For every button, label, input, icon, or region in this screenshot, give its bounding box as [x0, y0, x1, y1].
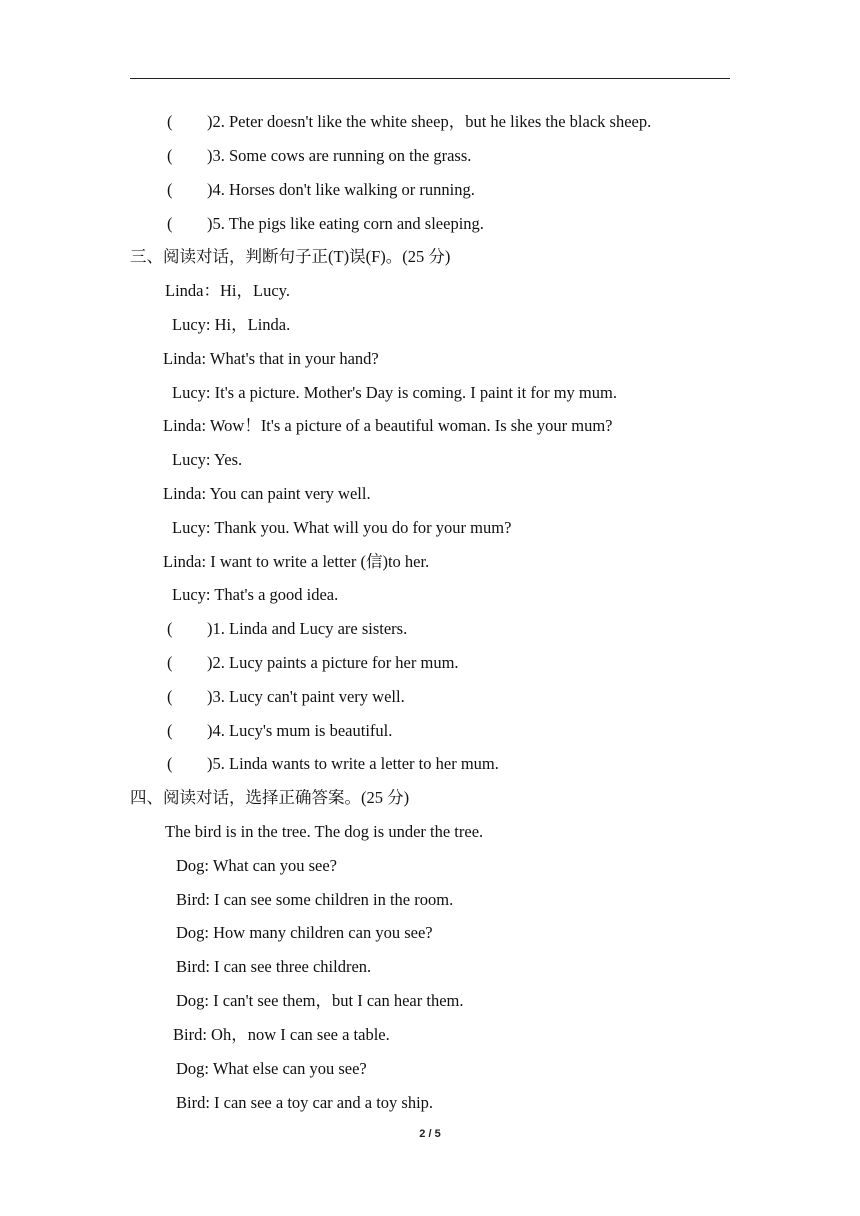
s3-item-2 [167, 653, 459, 673]
answer-paren[interactable]: ( [167, 146, 173, 165]
answer-paren[interactable]: ( [167, 619, 173, 638]
dialogue-line: Lucy: Thank you. What will you do for your mum? [172, 518, 512, 537]
answer-paren[interactable]: ( [167, 180, 173, 199]
item-text: )3. Lucy can't paint very well. [207, 687, 405, 706]
answer-paren[interactable]: ( [167, 754, 173, 773]
item-text: )4. Horses don't like walking or running. [207, 180, 475, 199]
dialogue-line: Linda: I want to write a letter (信)to her. [163, 552, 430, 571]
item-text: )3. Some cows are running on the grass. [207, 146, 472, 165]
item-text: )4. Lucy's mum is beautiful. [207, 721, 393, 740]
dialogue-line: Linda: You can paint very well. [163, 484, 371, 503]
dialogue-line: Dog: I can't see them，but I can hear them. [176, 991, 464, 1010]
item-text: )1. Linda and Lucy are sisters. [207, 619, 408, 638]
item-text: )5. The pigs like eating corn and sleeping. [207, 214, 484, 233]
item-text: )5. Linda wants to write a letter to her mum. [207, 754, 499, 773]
s3-item-4 [167, 721, 392, 741]
dialogue-line: Lucy: Hi，Linda. [172, 315, 291, 334]
s3-item-3 [167, 687, 405, 707]
header-rule [130, 78, 730, 79]
dialogue-line: Dog: What can you see? [176, 856, 337, 875]
dialogue-line: Linda：Hi，Lucy. [165, 281, 290, 300]
section3-heading: 三、阅读对话，判断句子正(T)误(F)。(25 分) [130, 247, 451, 266]
dialogue-line: Bird: I can see three children. [176, 957, 372, 976]
dialogue-line: Bird: I can see a toy car and a toy ship. [176, 1093, 434, 1112]
dialogue-line: Linda: Wow！It's a picture of a beautiful woman. Is she your mum? [163, 416, 613, 435]
dialogue-line: Lucy: Yes. [172, 450, 243, 469]
s2-item-3 [167, 146, 471, 166]
answer-paren[interactable]: ( [167, 214, 173, 233]
section4-intro: The bird is in the tree. The dog is under the tree. [165, 822, 484, 841]
answer-paren[interactable]: ( [167, 653, 173, 672]
answer-paren[interactable]: ( [167, 721, 173, 740]
s2-item-5 [167, 214, 484, 234]
s2-item-2 [167, 112, 651, 132]
page-number: 2 / 5 [419, 1128, 441, 1140]
dialogue-line: Bird: Oh，now I can see a table. [173, 1025, 390, 1044]
s3-item-1 [167, 619, 407, 639]
s3-item-5 [167, 754, 499, 774]
answer-paren[interactable]: ( [167, 687, 173, 706]
s2-item-4 [167, 180, 475, 200]
section4-heading: 四、阅读对话，选择正确答案。(25 分) [130, 788, 410, 807]
item-text: )2. Lucy paints a picture for her mum. [207, 653, 459, 672]
answer-paren[interactable]: ( [167, 112, 173, 131]
dialogue-line: Lucy: It's a picture. Mother's Day is coming. I paint it for my mum. [172, 383, 617, 402]
dialogue-line: Dog: What else can you see? [176, 1059, 367, 1078]
dialogue-line: Lucy: That's a good idea. [172, 585, 339, 604]
dialogue-line: Linda: What's that in your hand? [163, 349, 379, 368]
dialogue-line: Dog: How many children can you see? [176, 923, 433, 942]
dialogue-line: Bird: I can see some children in the room. [176, 890, 454, 909]
item-text: )2. Peter doesn't like the white sheep，but he likes the black sheep. [207, 112, 652, 131]
